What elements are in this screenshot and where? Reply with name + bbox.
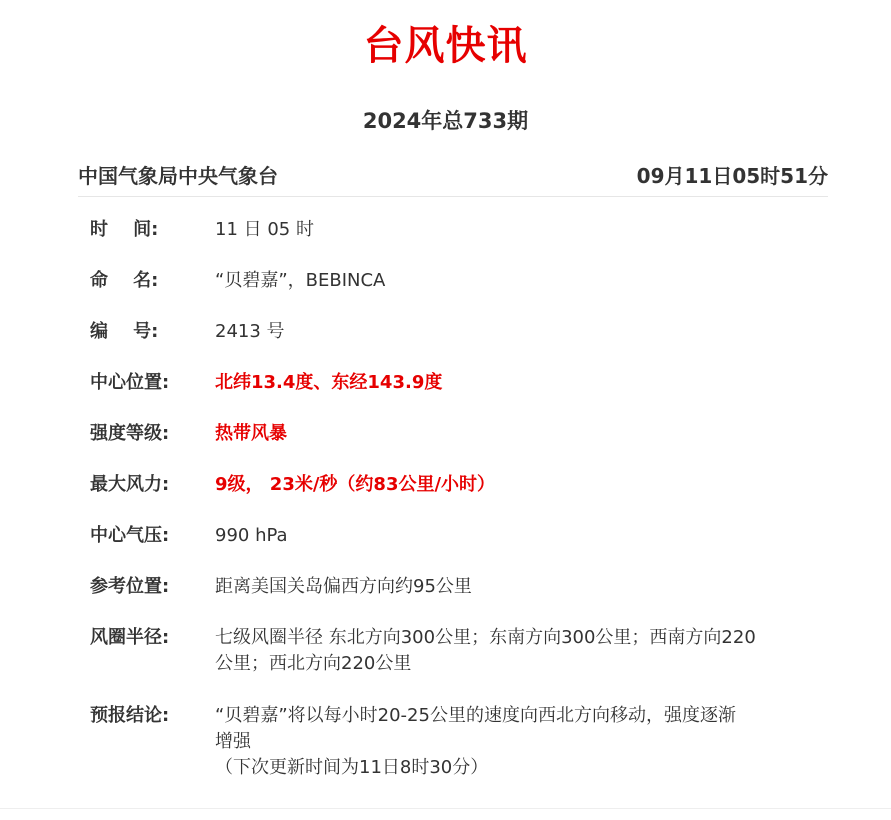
- forecast-line: “贝碧嘉”将以每小时20-25公里的速度向西北方向移动，强度逐渐: [215, 705, 736, 726]
- field-value-time: 11 日 05 时: [215, 219, 314, 240]
- field-value-name: “贝碧嘉”，BEBINCA: [215, 270, 386, 291]
- field-value-wind-radius: [215, 625, 815, 677]
- field-value-reference-position: 距离美国关岛偏西方向约95公里: [215, 576, 472, 597]
- field-label: 最大风力:: [90, 474, 170, 495]
- field-label: 中心位置:: [90, 372, 170, 393]
- field-value-pressure: 990 hPa: [215, 525, 288, 546]
- field-value-center-position: 北纬13.4度、东经143.9度: [215, 372, 443, 393]
- page-title: 台风快讯: [363, 23, 528, 69]
- wind-radius-line: 七级风圈半径 东北方向300公里；东南方向300公里；西南方向220: [215, 627, 756, 648]
- field-value-forecast: [215, 703, 815, 781]
- field-label: 命 名:: [90, 270, 159, 291]
- issue-number: 2024年总733期: [362, 109, 529, 133]
- field-label: 时 间:: [90, 219, 159, 240]
- bulletin-header: [78, 160, 828, 197]
- field-value-number: 2413 号: [215, 321, 285, 342]
- field-label: 风圈半径:: [90, 627, 170, 648]
- divider: [0, 808, 891, 809]
- forecast-line: 增强: [215, 731, 251, 752]
- field-value-intensity: 热带风暴: [215, 423, 287, 444]
- field-label: 参考位置:: [90, 576, 170, 597]
- field-label: 强度等级:: [90, 423, 170, 444]
- field-value-max-wind: 9级， 23米/秒（约83公里/小时）: [215, 474, 496, 495]
- field-label: 预报结论:: [90, 705, 170, 726]
- wind-radius-line: 公里；西北方向220公里: [215, 653, 412, 674]
- field-label: 中心气压:: [90, 525, 170, 546]
- agency-name: 中国气象局中央气象台: [78, 164, 278, 188]
- field-label: 编 号:: [90, 321, 159, 342]
- issue-time: 09月11日05时51分: [636, 164, 828, 188]
- next-update-note: （下次更新时间为11日8时30分）: [215, 757, 489, 778]
